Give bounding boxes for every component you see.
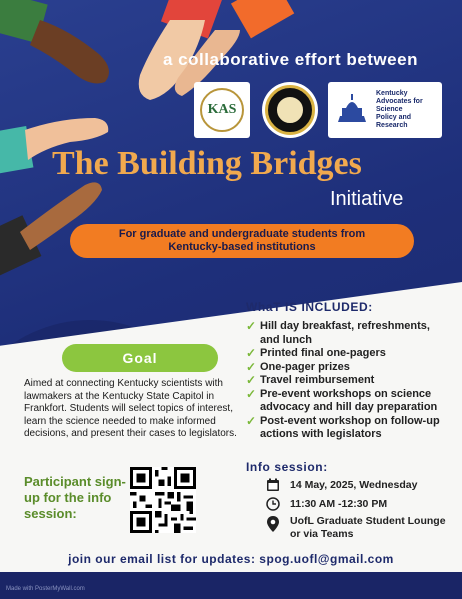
list-item: ✓ Travel reimbursement: [246, 373, 375, 387]
capitol-icon: [334, 92, 370, 128]
page-subtitle: Initiative: [330, 188, 404, 210]
check-icon: ✓: [246, 386, 257, 401]
kaspr-logo: [328, 82, 442, 138]
info-place-line1: UofL Graduate Student Lounge: [290, 515, 446, 527]
watermark: Made with PosterMyWall.com: [6, 586, 85, 592]
info-date: [266, 478, 417, 492]
check-icon: ✓: [246, 413, 257, 428]
kas-logo: [194, 82, 250, 138]
qr-code[interactable]: [130, 467, 196, 533]
check-icon: ✓: [246, 359, 257, 374]
included-title: WhaT IS INCLUDED:: [246, 300, 373, 314]
goal-label: Goal: [62, 344, 218, 372]
list-item: ✓ Post-event workshop on follow-up actions with legislators: [246, 413, 440, 440]
participant-signup-text: Participant sign- up for the info session:: [24, 474, 126, 521]
list-item: ✓ One-pager prizes: [246, 359, 350, 374]
calendar-icon: [266, 478, 280, 492]
info-time-text: 11:30 AM -12:30 PM: [290, 498, 388, 510]
info-place-line2: or via Teams: [290, 528, 354, 540]
list-item: ✓ Pre-event workshops on science advocacy and hill day preparation: [246, 386, 438, 413]
goal-text: Aimed at connecting Kentucky scientists with lawmakers at the Kentucky State Capitol in Frankfort. Students will select topics of interest, learn the science needed to make informed decisions, and present their cases to legislators.: [24, 378, 237, 439]
banner-line2: Kentucky-based institutions: [168, 241, 316, 253]
list-item: ✓ Printed final one-pagers: [246, 346, 386, 360]
page-title: The Building Bridges: [52, 145, 362, 182]
eligibility-banner: [70, 224, 414, 258]
location-pin-icon: [266, 517, 280, 531]
info-location: [266, 515, 446, 541]
banner-line1: For graduate and undergraduate students from: [118, 228, 366, 240]
check-icon: ✓: [246, 346, 257, 360]
info-session-title: Info session:: [246, 460, 328, 474]
check-icon: ✓: [246, 319, 257, 333]
check-icon: ✓: [246, 373, 257, 387]
clock-icon: [266, 497, 280, 511]
kaspr-logo-text: Kentucky Advocates for Science Policy and Research: [376, 90, 423, 129]
email-signup-line[interactable]: join our email list for updates: spog.uofl@gmail.com: [68, 552, 394, 566]
info-date-text: 14 May, 2025, Wednesday: [290, 479, 418, 491]
collab-heading: a collaborative effort between: [163, 50, 418, 69]
list-item: ✓ Hill day breakfast, refreshments, and lunch: [246, 319, 430, 346]
university-seal-logo: [262, 82, 318, 138]
kas-logo-text: KAS: [207, 102, 237, 117]
included-list: [246, 320, 446, 442]
info-time: [266, 497, 387, 511]
